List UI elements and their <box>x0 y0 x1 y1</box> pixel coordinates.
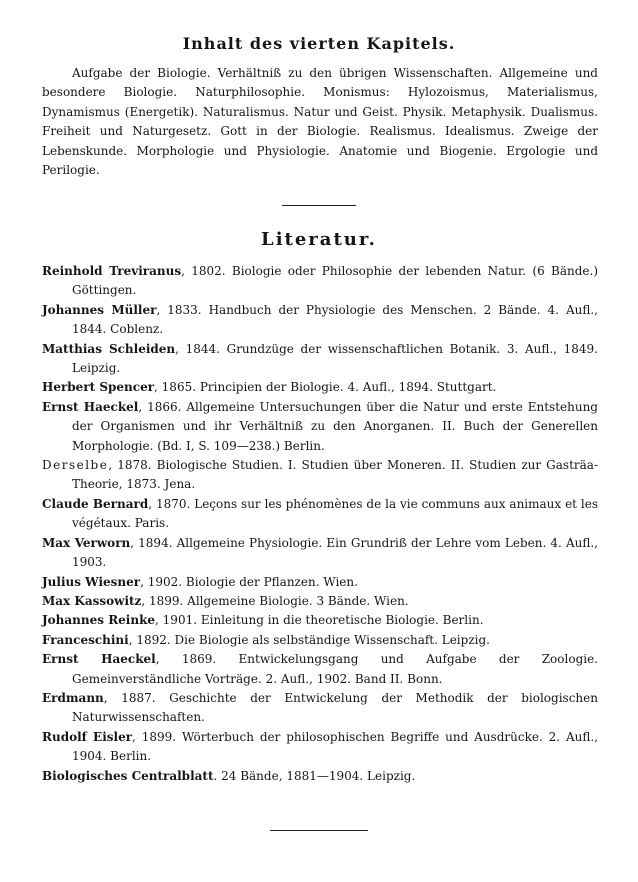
literature-author: Erdmann <box>42 690 104 705</box>
contents-summary: Aufgabe der Biologie. Verhältniß zu den übrigen Wissenschaften. Allgemeine und besondere Biologie. Naturphilosophie. Monismus: Hylozoismus, Materialismus, Dynamismus (Energetik). Naturalismus. Natur und Geist. Physik. Metaphysik. Dualismus. Freiheit und Naturgesetz. Gott in der Biologie. Realismus. Idealismus. Zweige der Lebenskunde. Morphologie und Physiologie. Anatomie und Biogenie. Ergologie und Perilogie. <box>42 66 598 178</box>
literature-entry <box>42 340 598 379</box>
literature-entry <box>42 262 598 301</box>
literature-entry <box>42 456 598 495</box>
section-divider <box>282 205 356 206</box>
literature-author: Max Verworn <box>42 535 131 550</box>
literature-entry <box>42 592 598 611</box>
literature-entry <box>42 495 598 534</box>
literature-author: Julius Wiesner <box>42 574 141 589</box>
literature-reference: , 1802. Biologie oder Philosophie der lebenden Natur. (6 Bände.) Göttingen. <box>72 264 598 298</box>
literature-author: Reinhold Treviranus <box>42 264 182 278</box>
literature-reference: , 1869. Entwickelungsgang und Aufgabe der Zoologie. Gemeinverständliche Vorträge. 2. Aufl., 1902. Band II. Bonn. <box>72 652 599 686</box>
literature-author: Johannes Müller <box>42 302 157 317</box>
literature-reference: , 1865. Principien der Biologie. 4. Aufl., 1894. Stuttgart. <box>154 380 497 395</box>
literature-reference: , 1899. Wörterbuch der philosophischen Begriffe und Ausdrücke. 2. Aufl., 1904. Berlin. <box>72 729 599 764</box>
end-divider <box>270 830 368 831</box>
literature-author: Johannes Reinke <box>42 613 156 628</box>
literature-author: Ernst Haeckel <box>42 652 156 667</box>
literature-entry <box>42 650 598 689</box>
literature-entry <box>42 767 598 786</box>
literature-reference: , 1866. Allgemeine Untersuchungen über die Natur und erste Entstehung der Organismen und ihr Verhältniß zu den Anorganen. II. Buch der Generellen Morphologie. (Bd. I, S. 109—238.) Berlin. <box>72 399 598 453</box>
literature-author: Claude Bernard <box>42 496 149 511</box>
literature-entry <box>42 573 598 592</box>
literature-entry <box>42 611 598 630</box>
literature-reference: , 1878. Biologische Studien. I. Studien über Moneren. II. Studien zur Gasträa-Theorie, 1873. Jena. <box>72 458 598 492</box>
literature-list <box>42 262 598 786</box>
literature-reference: , 1870. Leçons sur les phénomènes de la vie communs aux animaux et les végétaux. Paris. <box>72 496 599 531</box>
literature-reference: , 1899. Allgemeine Biologie. 3 Bände. Wien. <box>141 593 409 608</box>
literature-reference: , 1901. Einleitung in die theoretische Biologie. Berlin. <box>155 613 484 628</box>
literature-reference: , 1844. Grundzüge der wissenschaftlichen Botanik. 3. Aufl., 1849. Leipzig. <box>72 341 598 376</box>
literature-entry <box>42 631 598 650</box>
literature-reference: , 1894. Allgemeine Physiologie. Ein Grundriß der Lehre vom Leben. 4. Aufl., 1903. <box>72 535 598 570</box>
literature-author: Biologisches Centralblatt <box>42 768 214 783</box>
literature-author: Franceschini <box>42 632 129 647</box>
literature-entry <box>42 728 598 767</box>
literature-author: Matthias Schleiden <box>42 341 176 356</box>
literature-entry <box>42 398 598 456</box>
literature-heading: Literatur. <box>261 229 377 250</box>
literature-entry <box>42 378 598 397</box>
literature-author: Max Kassowitz <box>42 593 142 608</box>
literature-reference: , 1892. Die Biologie als selbständige Wissenschaft. Leipzig. <box>128 632 490 647</box>
literature-author: Derselbe <box>42 458 109 473</box>
literature-reference: , 1902. Biologie der Pflanzen. Wien. <box>140 574 358 589</box>
literature-reference: . 24 Bände, 1881—1904. Leipzig. <box>213 768 416 783</box>
literature-author: Ernst Haeckel <box>42 399 139 414</box>
literature-entry <box>42 534 598 573</box>
literature-author: Rudolf Eisler <box>42 729 133 744</box>
literature-author: Herbert Spencer <box>42 380 155 395</box>
contents-heading: Inhalt des vierten Kapitels. <box>182 34 456 53</box>
literature-reference: , 1833. Handbuch der Physiologie des Menschen. 2 Bände. 4. Aufl., 1844. Coblenz. <box>72 302 599 337</box>
literature-entry <box>42 689 598 728</box>
literature-entry <box>42 301 598 340</box>
literature-reference: , 1887. Geschichte der Entwickelung der Methodik der biologischen Naturwissenschaften. <box>72 690 598 725</box>
